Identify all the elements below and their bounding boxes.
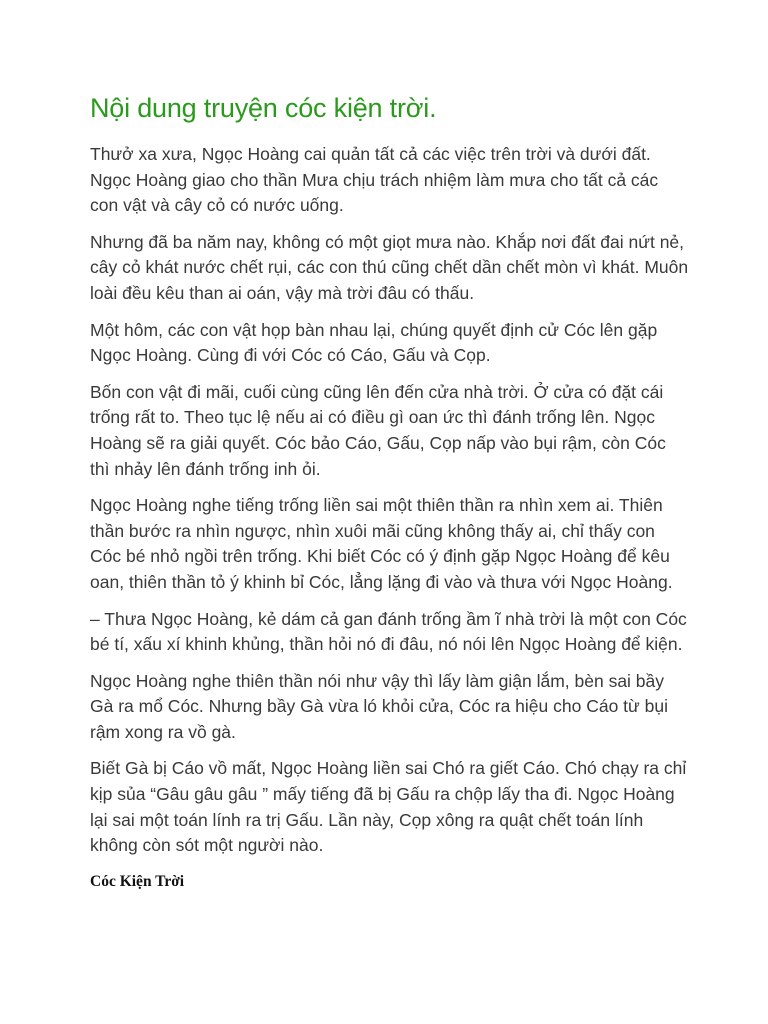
paragraph: Nhưng đã ba năm nay, không có một giọt mưa nào. Khắp nơi đất đai nứt nẻ, cây cỏ khát nước chết rụi, các con thú cũng chết dần chết mòn vì khát. Muôn loài đều kêu than ai oán, vậy mà trời đâu có thấu. bbox=[90, 231, 689, 303]
paragraph: Một hôm, các con vật họp bàn nhau lại, chúng quyết định cử Cóc lên gặp Ngọc Hoàng. Cùng đi với Cóc có Cáo, Gấu và Cọp. bbox=[90, 319, 658, 366]
paragraph: Ngọc Hoàng nghe thiên thần nói như vậy thì lấy làm giận lắm, bèn sai bầy Gà ra mổ Cóc. Nhưng bầy Gà vừa ló khỏi cửa, Cóc ra hiệu cho Cáo từ bụi rậm xong ra vồ gà. bbox=[90, 670, 668, 742]
paragraph: – Thưa Ngọc Hoàng, kẻ dám cả gan đánh trống ầm ĩ nhà trời là một con Cóc bé tí, xấu xí khinh khủng, thần hỏi nó đi đâu, nó nói lên Ngọc Hoàng để kiện. bbox=[90, 608, 687, 655]
paragraph: Thưở xa xưa, Ngọc Hoàng cai quản tất cả các việc trên trời và dưới đất. Ngọc Hoàng giao cho thần Mưa chịu trách nhiệm làm mưa cho tất cả các con vật và cây cỏ có nước uống. bbox=[90, 144, 659, 216]
paragraph: Biết Gà bị Cáo vồ mất, Ngọc Hoàng liền sai Chó ra giết Cáo. Chó chạy ra chỉ kịp sủa “Gâu gâu gâu ” mấy tiếng đã bị Gấu ra chộp lấy tha đi. Ngọc Hoàng lại sai một toán lính ra trị Gấu. Lần này, Cọp xông ra quật chết toán lính không còn sót một người nào. bbox=[90, 758, 687, 856]
image-caption: Cóc Kiện Trời bbox=[90, 872, 185, 890]
page-title: Nội dung truyện cóc kiện trời. bbox=[90, 93, 437, 123]
paragraph: Bốn con vật đi mãi, cuối cùng cũng lên đến cửa nhà trời. Ở cửa có đặt cái trống rất to. Theo tục lệ nếu ai có điều gì oan ức thì đánh trống lên. Ngọc Hoàng sẽ ra giải quyết. Cóc bảo Cáo, Gấu, Cọp nấp vào bụi rậm, còn Cóc thì nhảy lên đánh trống inh ỏi. bbox=[90, 381, 666, 479]
paragraph: Ngọc Hoàng nghe tiếng trống liền sai một thiên thần ra nhìn xem ai. Thiên thần bước ra nhìn ngược, nhìn xuôi mãi cũng không thấy ai, chỉ thấy con Cóc bé nhỏ ngồi trên trống. Khi biết Cóc có ý định gặp Ngọc Hoàng để kêu oan, thiên thần tỏ ý khinh bỉ Cóc, lẳng lặng đi vào và thưa với Ngọc Hoàng. bbox=[90, 495, 673, 592]
document-page bbox=[90, 90, 690, 893]
